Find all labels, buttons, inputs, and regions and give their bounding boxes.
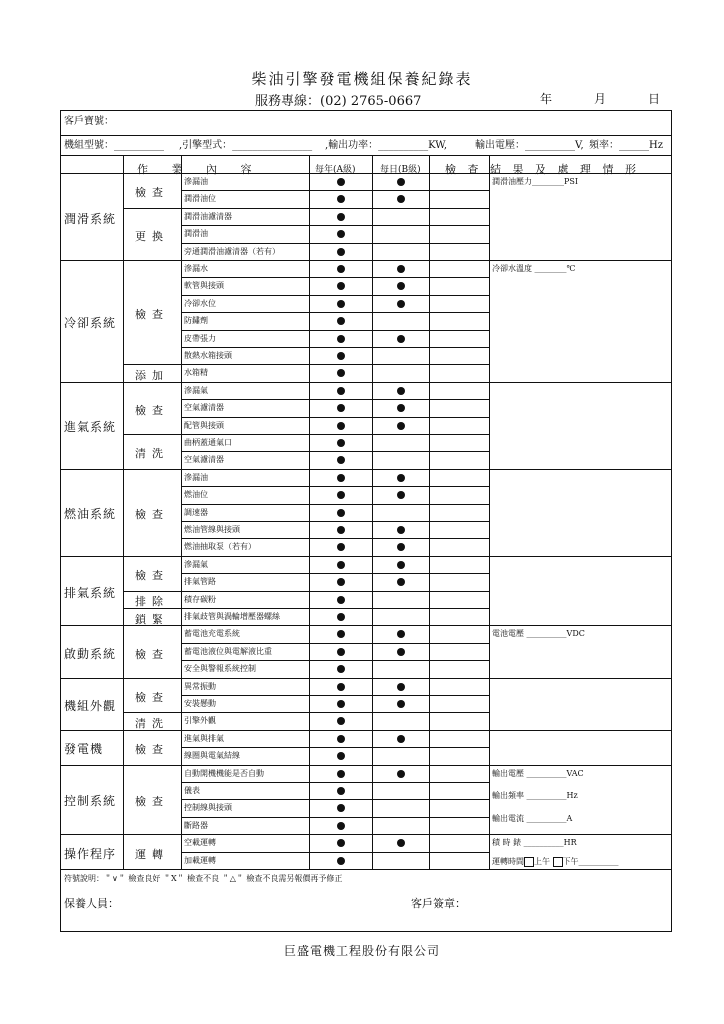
category-label: 清洗 (135, 447, 169, 461)
daily-check-dot (397, 526, 405, 534)
annual-check-dot (337, 213, 345, 221)
item-label: 燃油管線與接頭 (184, 525, 240, 534)
annual-check-dot (337, 317, 345, 325)
am-label: 上午 (534, 856, 550, 866)
item-label: 加載運轉 (184, 855, 216, 865)
daily-check-dot (397, 683, 405, 691)
header-result: 檢 查 結 果 及 處 理 情 形 (445, 163, 640, 176)
annual-check-dot (337, 422, 345, 430)
item-label: 皮帶張力 (184, 333, 216, 343)
item-label: 潤滑油濾清器 (184, 211, 232, 221)
item-label: 自動開機機能是否自動 (184, 768, 264, 778)
annual-check-dot (337, 230, 345, 238)
result-hours: 積 時 錶 __________HR (492, 838, 577, 848)
result-out-freq: 輸出頻率 __________Hz (492, 791, 578, 801)
annual-check-dot (337, 735, 345, 743)
pm-label: 下午__________ (562, 856, 619, 866)
annual-check-dot (337, 752, 345, 760)
daily-check-dot (397, 178, 405, 186)
item-label: 安全與警報系統控制 (184, 664, 256, 674)
item-label: 冷卻水位 (184, 298, 216, 308)
annual-check-dot (337, 717, 345, 725)
item-label: 進氣與排氣 (184, 733, 224, 743)
item-label: 積存碳粉 (184, 594, 216, 604)
company-name: 巨盛電機工程股份有限公司 (283, 944, 440, 958)
daily-check-dot (397, 735, 405, 743)
header-annual: 每年(A級) (315, 165, 356, 175)
engine-field: ,引擎型式：________________ (179, 140, 313, 151)
item-label: 滲漏油 (184, 472, 208, 482)
item-label: 水箱精 (184, 368, 208, 378)
customer-label: 客戶寶號： (64, 116, 114, 127)
annual-check-dot (337, 456, 345, 464)
category-label: 檢查 (135, 795, 169, 809)
annual-check-dot (337, 630, 345, 638)
system-name: 燃油系統 (64, 507, 117, 522)
customer-signature: 客戶簽章： (411, 897, 466, 910)
result-battery-voltage: 電池電壓 __________VDC (492, 629, 585, 639)
item-label: 燃油抽取泵（若有） (184, 542, 256, 552)
annual-check-dot (337, 248, 345, 256)
category-label: 檢查 (135, 569, 169, 583)
item-label: 滲漏氣 (184, 559, 208, 569)
item-label: 空載運轉 (184, 838, 216, 848)
daily-check-dot (397, 282, 405, 290)
date-month: 月 (593, 92, 606, 106)
annual-check-dot (337, 787, 345, 795)
annual-check-dot (337, 178, 345, 186)
daily-check-dot (397, 839, 405, 847)
category-label: 更換 (135, 229, 169, 243)
pm-checkbox[interactable] (553, 857, 563, 867)
daily-check-dot (397, 422, 405, 430)
annual-check-dot (337, 300, 345, 308)
annual-check-dot (337, 822, 345, 830)
result-oil-pressure: 潤滑油壓力________PSI (492, 177, 579, 186)
annual-check-dot (337, 561, 345, 569)
annual-check-dot (337, 352, 345, 360)
category-label: 清洗 (135, 717, 169, 731)
category-label: 檢查 (135, 308, 169, 322)
daily-check-dot (397, 387, 405, 395)
annual-check-dot (337, 335, 345, 343)
category-label: 排除 (135, 595, 169, 609)
item-label: 引擎外觀 (184, 716, 216, 726)
item-label: 異常振動 (184, 681, 216, 691)
item-label: 滲漏水 (184, 264, 208, 273)
annual-check-dot (337, 509, 345, 517)
system-name: 冷卻系統 (64, 315, 117, 330)
item-label: 旁通潤滑油濾清器（若有） (184, 246, 280, 256)
result-out-current: 輸出電流 __________A (492, 813, 573, 823)
daily-check-dot (397, 474, 405, 482)
annual-check-dot (337, 195, 345, 203)
item-label: 防鏽劑 (184, 316, 208, 326)
item-label: 潤滑油位 (184, 194, 216, 204)
service-hotline: 服務專線：(02) 2765-0667 (255, 94, 422, 109)
daily-check-dot (397, 700, 405, 708)
form-title: 柴油引擎發電機組保養紀錄表 (251, 70, 473, 88)
am-checkbox[interactable] (524, 857, 534, 867)
run-time-label: 運轉時間 (492, 856, 524, 866)
date-year: 年 (540, 92, 553, 106)
daily-check-dot (397, 561, 405, 569)
category-label: 檢查 (135, 508, 169, 522)
maintenance-form (60, 110, 672, 932)
date-day: 日 (647, 92, 660, 106)
item-label: 斷路器 (184, 820, 208, 830)
category-label: 檢查 (135, 647, 169, 661)
item-label: 配管與接頭 (184, 420, 224, 430)
legend: 符號說明：＂∨＂ 檢查良好 ＂X＂ 檢查不良 ＂△＂ 檢查不良需另報價再予修正 (64, 874, 343, 883)
daily-check-dot (397, 630, 405, 638)
daily-check-dot (397, 578, 405, 586)
annual-check-dot (337, 404, 345, 412)
daily-check-dot (397, 300, 405, 308)
daily-check-dot (397, 265, 405, 273)
voltage-field: 輸出電壓：__________V, (475, 140, 584, 151)
annual-check-dot (337, 648, 345, 656)
item-label: 軟管與接頭 (184, 281, 224, 291)
item-label: 滲漏油 (184, 177, 208, 186)
header-work: 作 業 內 容 (137, 163, 262, 176)
daily-check-dot (397, 491, 405, 499)
daily-check-dot (397, 648, 405, 656)
daily-check-dot (397, 404, 405, 412)
category-label: 檢查 (135, 403, 169, 417)
maintainer-signature: 保養人員： (64, 897, 119, 910)
daily-check-dot (397, 335, 405, 343)
annual-check-dot (337, 526, 345, 534)
system-name: 排氣系統 (64, 585, 117, 600)
category-label: 檢查 (135, 691, 169, 704)
item-label: 滲漏氣 (184, 385, 208, 395)
system-name: 操作程序 (64, 846, 117, 861)
annual-check-dot (337, 369, 345, 377)
item-label: 潤滑油 (184, 229, 208, 239)
annual-check-dot (337, 857, 345, 865)
annual-check-dot (337, 543, 345, 551)
item-label: 蓄電池充電系統 (184, 629, 240, 639)
power-field: ,輸出功率：__________KW, (325, 140, 448, 151)
system-name: 進氣系統 (64, 420, 117, 435)
category-label: 檢查 (135, 186, 169, 200)
annual-check-dot (337, 804, 345, 812)
item-label: 燃油位 (184, 490, 208, 500)
annual-check-dot (337, 770, 345, 778)
daily-check-dot (397, 543, 405, 551)
date-field (540, 90, 660, 107)
item-label: 線圈與電氣結線 (184, 751, 240, 761)
annual-check-dot (337, 265, 345, 273)
category-label: 運轉 (135, 847, 169, 861)
category-label: 檢查 (135, 743, 169, 757)
freq-field: 頻率：______Hz (589, 140, 663, 151)
annual-check-dot (337, 613, 345, 621)
header-daily: 每日(B級) (380, 165, 421, 175)
annual-check-dot (337, 439, 345, 447)
category-label: 添加 (135, 369, 169, 383)
annual-check-dot (337, 282, 345, 290)
system-name: 發電機 (64, 742, 104, 757)
result-coolant-temp: 冷卻水溫度 ________℃ (492, 264, 576, 273)
system-name: 啟動系統 (64, 646, 117, 661)
item-label: 散熱水箱接頭 (184, 351, 232, 360)
run-time-field (492, 857, 619, 867)
item-label: 排氣歧管與渦輪增壓器螺絲 (184, 612, 280, 621)
item-label: 調速器 (184, 507, 208, 517)
annual-check-dot (337, 700, 345, 708)
system-name: 控制系統 (64, 794, 117, 809)
item-label: 蓄電池液位與電解液比重 (184, 646, 272, 656)
annual-check-dot (337, 491, 345, 499)
item-label: 排氣管路 (184, 577, 216, 587)
item-label: 安裝懸動 (184, 699, 216, 708)
annual-check-dot (337, 683, 345, 691)
result-out-voltage: 輸出電壓 __________VAC (492, 768, 584, 778)
item-label: 曲柄蓋通氣口 (184, 438, 232, 447)
item-label: 儀表 (184, 786, 200, 795)
item-label: 空氣濾清器 (184, 455, 224, 465)
daily-check-dot (397, 770, 405, 778)
annual-check-dot (337, 578, 345, 586)
model-field: 機組型號：__________ (64, 140, 164, 151)
item-label: 空氣濾清器 (184, 403, 224, 413)
annual-check-dot (337, 596, 345, 604)
item-label: 控制線與接頭 (184, 803, 232, 813)
daily-check-dot (397, 195, 405, 203)
system-name: 潤滑系統 (64, 211, 117, 226)
annual-check-dot (337, 665, 345, 673)
annual-check-dot (337, 474, 345, 482)
annual-check-dot (337, 387, 345, 395)
category-label: 鎖緊 (135, 612, 169, 626)
annual-check-dot (337, 839, 345, 847)
system-name: 機組外觀 (64, 698, 117, 713)
